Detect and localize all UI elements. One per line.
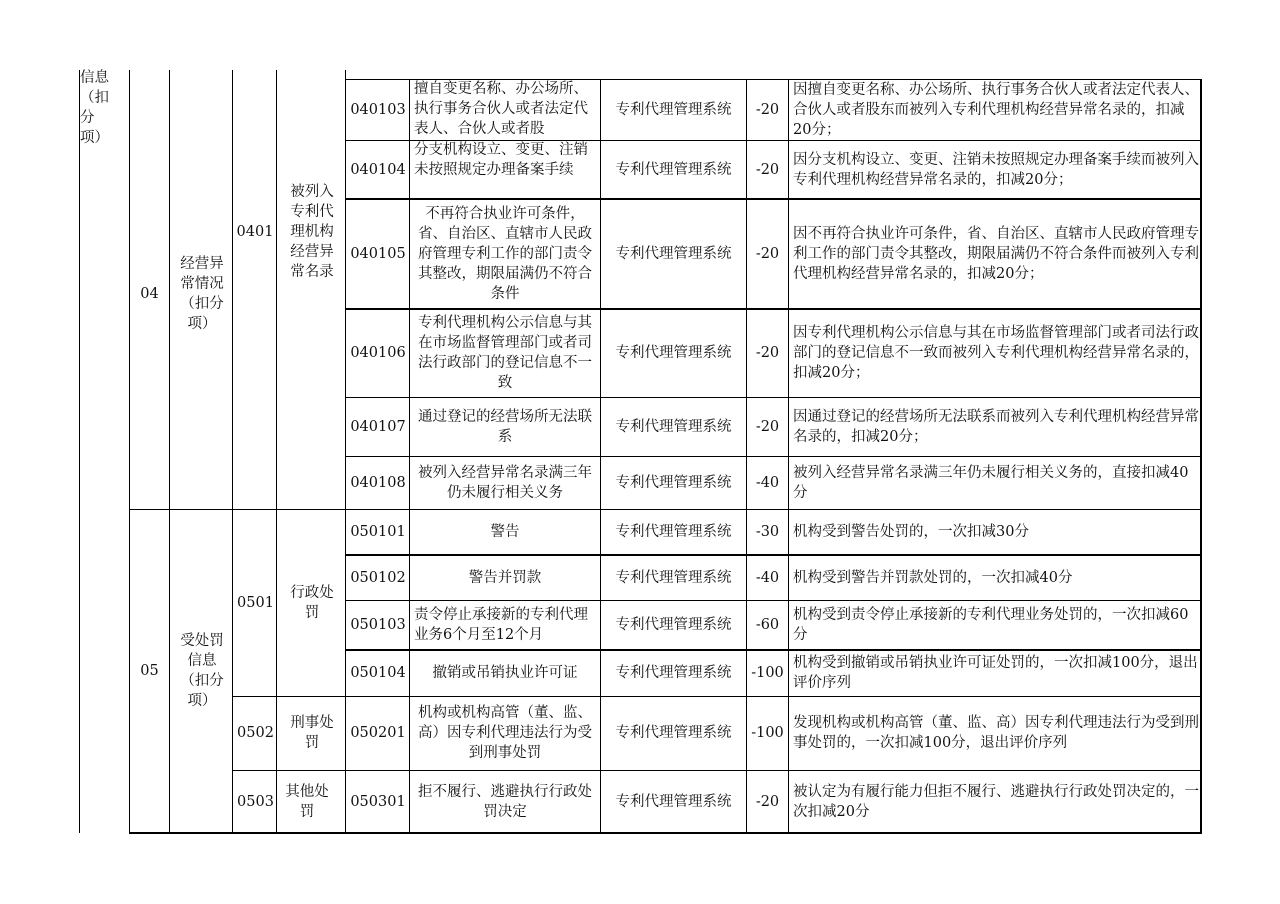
- grid-line: [345, 456, 1202, 457]
- item-description-cell: 拒不履行、逃避执行行政处罚决定: [418, 783, 592, 820]
- item-code-cell: 040107: [350, 418, 406, 435]
- scoring-rule-cell: 机构受到撤销或吊销执业许可证处罚的，一次扣减100分，退出评价序列: [793, 655, 1198, 691]
- score-cell: -100: [751, 725, 784, 741]
- score-cell: -60: [755, 617, 780, 633]
- item-description-cell: 不再符合执业许可条件，省、自治区、直辖市人民政府管理专利工作的部门责令其整改，期限届满仍不符合条件: [418, 206, 592, 302]
- grid-line: [232, 696, 1202, 697]
- data-source-cell: 专利代理管理系统: [615, 474, 732, 491]
- scoring-rule-cell: 机构受到警告处罚的，一次扣减30分: [793, 524, 1029, 540]
- data-source-cell: 专利代理管理系统: [615, 725, 732, 741]
- score-cell: -20: [755, 161, 780, 178]
- col-a-cell: [80, 68, 128, 158]
- grid-line: [345, 198, 1202, 200]
- scoring-rule-cell: 被认定为有履行能力但拒不履行、逃避执行行政处罚决定的，一次扣减20分: [793, 783, 1199, 820]
- subcategory-label-cell: 被列入专利代理机构经营异常名录: [290, 183, 334, 280]
- grid-line: [129, 70, 130, 833]
- col-a-line: 项）: [80, 130, 109, 146]
- grid-line: [345, 397, 1202, 398]
- item-description-cell: 通过登记的经营场所无法联系: [418, 408, 592, 445]
- data-source-cell: 专利代理管理系统: [615, 418, 732, 435]
- subcategory-code-cell: 0502: [237, 725, 274, 741]
- scoring-rule-cell: 因分支机构设立、变更、注销未按照规定办理备案手续而被列入专利代理机构经营异常名录的，扣减20分；: [793, 151, 1199, 188]
- grid-line: [345, 70, 346, 833]
- data-source-cell: 专利代理管理系统: [615, 665, 732, 681]
- subcategory-code-cell: 0501: [237, 594, 274, 611]
- item-code-cell: 040103: [350, 101, 406, 118]
- item-description-cell: 警告并罚款: [468, 569, 542, 586]
- item-description-cell: 警告: [490, 524, 520, 540]
- item-description-cell: 撤销或吊销执业许可证: [432, 665, 578, 681]
- score-cell: -30: [755, 524, 780, 540]
- grid-line: [345, 600, 1202, 601]
- data-source-cell: 专利代理管理系统: [615, 524, 732, 540]
- item-code-cell: 050104: [350, 665, 406, 681]
- scoring-rule-cell: 被列入经营异常名录满三年仍未履行相关义务的，直接扣减40分: [793, 464, 1189, 501]
- scoring-rule-cell: 因通过登记的经营场所无法联系而被列入专利代理机构经营异常名录的，扣减20分；: [793, 408, 1199, 445]
- item-description-cell: 被列入经营异常名录满三年仍未履行相关义务: [418, 464, 592, 501]
- data-source-cell: 专利代理管理系统: [615, 161, 732, 178]
- data-source-cell: 专利代理管理系统: [615, 569, 732, 586]
- grid-line: [232, 770, 1202, 771]
- subcategory-code-cell: 0401: [236, 223, 274, 240]
- data-source-cell: 专利代理管理系统: [615, 345, 732, 361]
- data-source-cell: 专利代理管理系统: [615, 101, 732, 118]
- item-code-cell: 050301: [350, 793, 406, 810]
- scoring-rule-cell: 因专利代理机构公示信息与其在市场监督管理部门或者司法行政部门的登记信息不一致而被列入专利代理机构经营异常名录的，扣减20分；: [793, 325, 1199, 381]
- item-code-cell: 050103: [350, 617, 406, 633]
- subcategory-label-cell: 行政处罚: [290, 584, 334, 621]
- col-a-line: （扣: [80, 90, 109, 106]
- grid-line: [345, 554, 1202, 556]
- grid-line: [345, 79, 1202, 80]
- grid-line: [345, 140, 1202, 141]
- grid-line: [169, 70, 170, 833]
- item-description-cell: 专利代理机构公示信息与其在市场监督管理部门或者司法行政部门的登记信息不一致: [418, 315, 592, 391]
- data-source-cell: 专利代理管理系统: [615, 617, 732, 633]
- grid-line: [129, 832, 1202, 834]
- grid-line: [276, 70, 277, 833]
- item-description-cell: 机构或机构高管（董、监、高）因专利代理违法行为受到刑事处罚: [418, 705, 592, 761]
- grid-line: [232, 70, 233, 833]
- subcategory-label-cell: 刑事处罚: [290, 715, 334, 751]
- item-code-cell: 040104: [350, 161, 406, 178]
- category-label-cell: 受处罚信息（扣分项）: [180, 633, 224, 709]
- col-a-line: 信息: [80, 70, 109, 86]
- item-code-cell: 040105: [350, 246, 406, 262]
- item-description-cell: 责令停止承接新的专利代理业务6个月至12个月: [414, 607, 588, 643]
- item-description-cell: 擅自变更名称、办公场所、执行事务合伙人或者法定代表人、合伙人或者股: [414, 81, 588, 137]
- scoring-rule-cell: 发现机构或机构高管（董、监、高）因专利代理违法行为受到刑事处罚的，一次扣减100分，退出评价序列: [793, 715, 1199, 751]
- item-code-cell: 040106: [350, 345, 406, 361]
- data-source-cell: 专利代理管理系统: [615, 793, 732, 810]
- item-code-cell: 050102: [350, 569, 406, 586]
- data-source-cell: 专利代理管理系统: [615, 246, 732, 262]
- grid-line: [79, 70, 80, 833]
- score-cell: -20: [755, 246, 780, 262]
- item-code-cell: 040108: [350, 474, 406, 491]
- score-cell: -20: [755, 345, 780, 361]
- score-cell: -40: [755, 474, 780, 491]
- col-a-line: 分: [80, 110, 95, 126]
- scoring-rule-cell: 机构受到责令停止承接新的专利代理业务处罚的，一次扣减60分: [793, 607, 1189, 643]
- item-code-cell: 050201: [350, 725, 406, 741]
- subcategory-code-cell: 0503: [237, 793, 274, 810]
- score-cell: -40: [755, 569, 780, 586]
- score-cell: -20: [755, 793, 780, 810]
- score-cell: -20: [755, 418, 780, 435]
- item-code-cell: 050101: [350, 524, 406, 540]
- category-code-cell: 04: [140, 286, 159, 302]
- grid-line: [345, 649, 1202, 651]
- category-label-cell: 经营异常情况（扣分项）: [180, 256, 224, 332]
- scoring-rule-cell: 机构受到警告并罚款处罚的，一次扣减40分: [793, 569, 1073, 586]
- grid-line: [345, 308, 1202, 310]
- scoring-rule-cell: 因擅自变更名称、办公场所、执行事务合伙人或者法定代表人、合伙人或者股东而被列入专利代理机构经营异常名录的，扣减20分；: [793, 81, 1199, 138]
- category-code-cell: 05: [140, 663, 159, 679]
- item-description-cell: 分支机构设立、变更、注销未按照规定办理备案手续: [414, 142, 588, 178]
- grid-line: [129, 509, 1202, 510]
- subcategory-label-cell: 其他处罚: [285, 783, 329, 820]
- score-cell: -20: [755, 101, 780, 118]
- scoring-rule-cell: 因不再符合执业许可条件，省、自治区、直辖市人民政府管理专利工作的部门责令其整改，期限届满仍不符合条件而被列入专利代理机构经营异常名录的，扣减20分；: [793, 226, 1199, 282]
- score-cell: -100: [751, 665, 784, 681]
